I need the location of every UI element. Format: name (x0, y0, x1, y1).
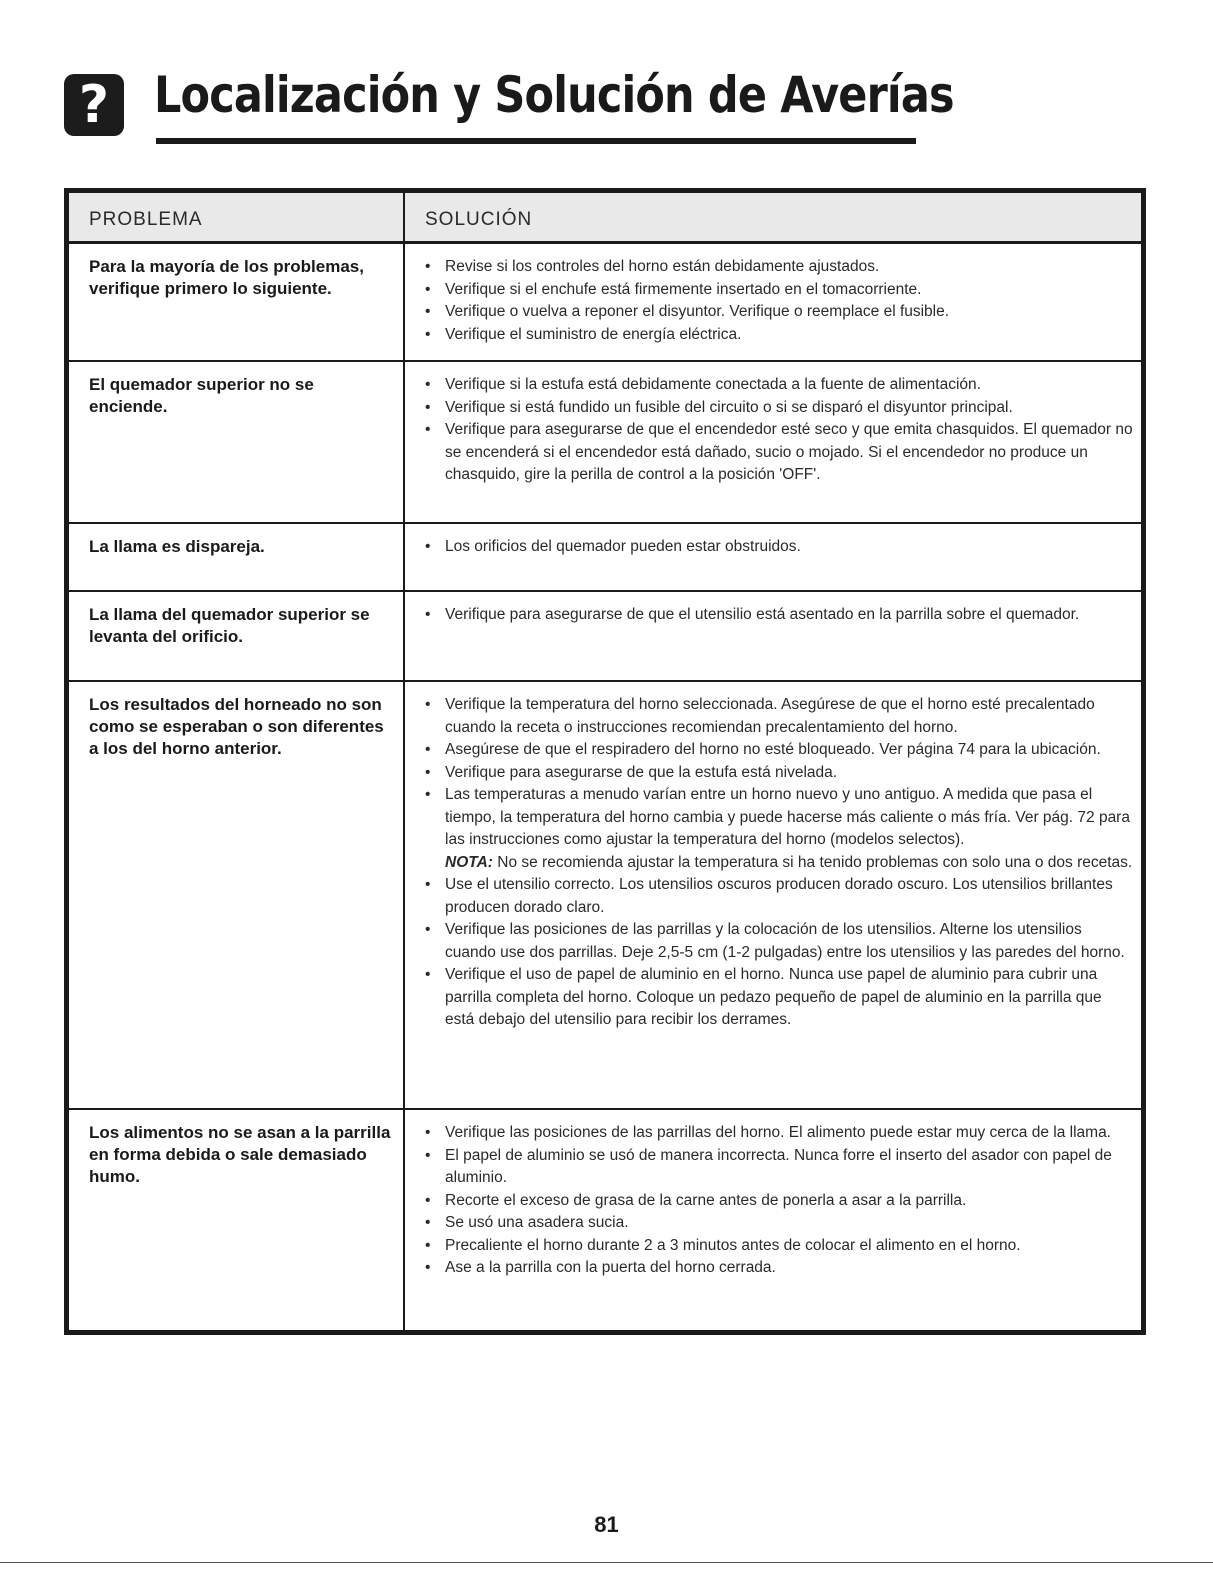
problem-column-header: PROBLEMA (69, 193, 405, 241)
solution-cell (405, 682, 1141, 1108)
solution-item: • Verifique si el enchufe está firmemente insertado en el tomacorriente. (425, 279, 1133, 302)
solution-item-text: Las temperaturas a menudo varían entre un horno nuevo y uno antiguo. A medida que pasa el tiempo, la temperatura del horno cambia y puede hacerse más caliente o más fría. Ver pág. 72 para las instrucciones como ajustar la temperatura del horno (modelos selectos). (445, 786, 1130, 848)
page-title: Localización y Solución de Averías (154, 66, 954, 124)
solution-item: • Verifique para asegurarse de que la estufa está nivelada. (425, 762, 1133, 785)
solution-item: • Verifique la temperatura del horno seleccionada. Asegúrese de que el horno esté precalentado cuando la receta o instrucciones recomiendan precalentamiento del horno. (425, 694, 1133, 739)
solution-item: • Verifique si la estufa está debidamente conectada a la fuente de alimentación. (425, 374, 1133, 397)
solution-item: • Verifique el suministro de energía eléctrica. (425, 324, 1133, 347)
table-row (69, 1110, 1141, 1330)
footer-rule (0, 1562, 1213, 1563)
page-number: 81 (594, 1512, 619, 1537)
solution-item: • Revise si los controles del horno están debidamente ajustados. (425, 256, 1133, 279)
note-label: NOTA: (445, 853, 493, 871)
solution-cell (405, 362, 1141, 522)
problem-text: La llama es dispareja. (69, 524, 405, 590)
solution-item: • Asegúrese de que el respiradero del horno no esté bloqueado. Ver página 74 para la ubicación. (425, 739, 1133, 762)
solution-item: • Verifique o vuelva a reponer el disyuntor. Verifique o reemplace el fusible. (425, 301, 1133, 324)
solution-item: • Verifique para asegurarse de que el utensilio está asentado en la parrilla sobre el quemador. (425, 604, 1133, 627)
solution-cell (405, 524, 1141, 590)
solution-item: • Recorte el exceso de grasa de la carne antes de ponerla a asar a la parrilla. (425, 1190, 1133, 1213)
solution-list (425, 536, 1133, 559)
title-underline (156, 138, 916, 144)
problem-text: Los resultados del horneado no son como se esperaban o son diferentes a los del horno anterior. (69, 682, 405, 1108)
solution-item: • Los orificios del quemador pueden estar obstruidos. (425, 536, 1133, 559)
solution-item: • Precaliente el horno durante 2 a 3 minutos antes de colocar el alimento en el horno. (425, 1235, 1133, 1258)
solution-item: • El papel de aluminio se usó de manera incorrecta. Nunca forre el inserto del asador con papel de aluminio. (425, 1145, 1133, 1190)
solution-list (425, 694, 1133, 1032)
solution-item: • Verifique las posiciones de las parrillas del horno. El alimento puede estar muy cerca de la llama. (425, 1122, 1133, 1145)
solution-cell (405, 1110, 1141, 1330)
solution-item: • Verifique el uso de papel de aluminio en el horno. Nunca use papel de aluminio para cubrir una parrilla completa del horno. Coloque un pedazo pequeño de papel de aluminio en la parrilla que está debajo del utensilio para recibir los derrames. (425, 964, 1133, 1032)
solution-item: • Ase a la parrilla con la puerta del horno cerrada. (425, 1257, 1133, 1280)
solution-item: • Use el utensilio correcto. Los utensilios oscuros producen dorado oscuro. Los utensilios brillantes producen dorado claro. (425, 874, 1133, 919)
solution-item: • Verifique si está fundido un fusible del circuito o si se disparó el disyuntor principal. (425, 397, 1133, 420)
table-row (69, 682, 1141, 1110)
solution-list (425, 604, 1133, 627)
troubleshooting-table (64, 188, 1146, 1335)
table-row (69, 362, 1141, 524)
solution-item: • Se usó una asadera sucia. (425, 1212, 1133, 1235)
problem-text: Los alimentos no se asan a la parrilla en forma debida o sale demasiado humo. (69, 1110, 405, 1330)
solution-cell (405, 244, 1141, 360)
table-row (69, 524, 1141, 592)
table-row (69, 592, 1141, 682)
solution-column-header: SOLUCIÓN (425, 209, 533, 230)
table-row (69, 244, 1141, 362)
note-text: No se recomienda ajustar la temperatura si ha tenido problemas con solo una o dos recetas. (492, 853, 1133, 871)
solution-cell (405, 592, 1141, 680)
solution-list (425, 1122, 1133, 1280)
solution-list (425, 374, 1133, 487)
problem-text: Para la mayoría de los problemas, verifique primero lo siguiente. (69, 244, 405, 360)
page-header (64, 66, 954, 148)
solution-item (425, 784, 1133, 874)
question-mark-icon: ? (64, 74, 124, 136)
problem-text: El quemador superior no se enciende. (69, 362, 405, 522)
solution-item: • Verifique para asegurarse de que el encendedor esté seco y que emita chasquidos. El quemador no se encenderá si el encendedor está dañado, sucio o mojado. Si el encendedor no produce un chasquido, gire la perilla de control a la posición 'OFF'. (425, 419, 1133, 487)
problem-text: La llama del quemador superior se levanta del orificio. (69, 592, 405, 680)
solution-item: • Verifique las posiciones de las parrillas y la colocación de los utensilios. Alterne los utensilios cuando use dos parrillas. Deje 2,5-5 cm (1-2 pulgadas) entre los utensilios y las paredes del horno. (425, 919, 1133, 964)
table-header-row (69, 193, 1141, 244)
solution-list (425, 256, 1133, 346)
